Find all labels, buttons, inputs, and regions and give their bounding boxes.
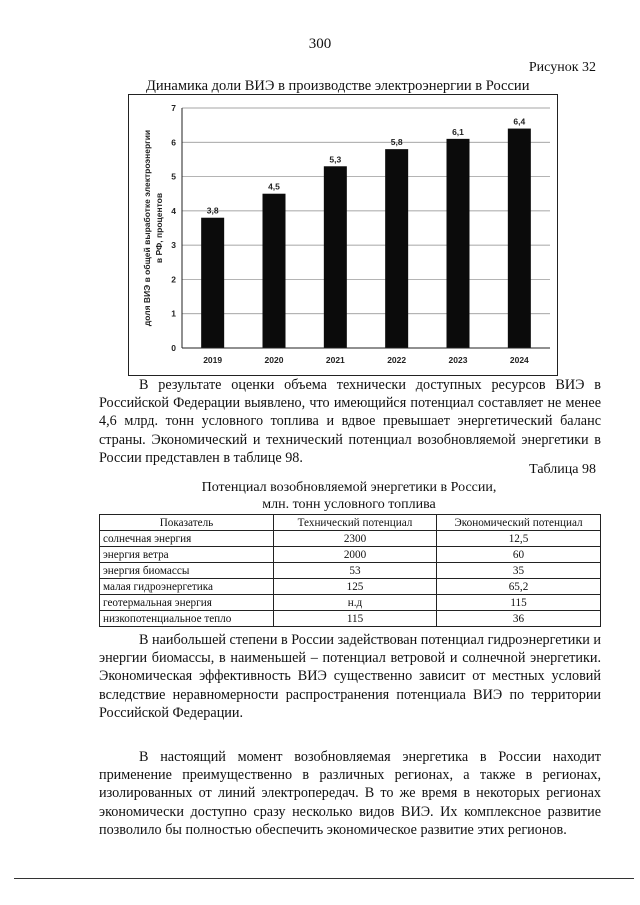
table-cell: 35 (437, 563, 601, 579)
table-label: Таблица 98 (529, 462, 596, 477)
bar-2021 (324, 166, 347, 348)
table-cell: солнечная энергия (100, 531, 274, 547)
x-tick-label: 2024 (509, 355, 529, 365)
table-cell: геотермальная энергия (100, 595, 274, 611)
x-tick-label: 2019 (203, 355, 223, 365)
table-cell: 36 (437, 611, 601, 627)
table-cell: 2300 (274, 531, 437, 547)
table-cell: 125 (274, 579, 437, 595)
y-tick-label: 0 (171, 343, 176, 353)
y-axis-label-line2: в РФ, процентов (154, 192, 164, 264)
table-row (100, 563, 601, 579)
table-row (100, 611, 601, 627)
x-tick-label: 2023 (448, 355, 468, 365)
table-cell: н.д (274, 595, 437, 611)
table-cell: 2000 (274, 547, 437, 563)
data-label: 5,3 (329, 154, 342, 165)
paragraph-resources: В результате оценки объема технически доступных ресурсов ВИЭ в Российской Федерации выявлено, что имеющийся потенциал составляет не менее 4,6 млрд. тонн условного топлива и вдвое превышает энергетический баланс страны. Экономический и технический потенциал возобновляемой энергетики в России представлен в таблице 98. (99, 377, 601, 466)
paragraph-application: В настоящий момент возобновляемая энергетика в России находит применение преимущественно в различных регионах, а также в регионах, изолированных от линий электропередач. В то же время в некоторых регионах экономически доступно сразу несколько видов ВИЭ. Их комплексное развитие позволило бы полностью обеспечить экономическое развитие этих регионов. (99, 749, 601, 838)
table-cell: 12,5 (437, 531, 601, 547)
page-number: 300 (308, 36, 332, 52)
table-header-economic: Экономический потенциал (437, 515, 601, 531)
table-header-row (100, 515, 601, 531)
y-tick-label: 1 (171, 308, 176, 319)
table-row (100, 547, 601, 563)
table-cell: малая гидроэнергетика (100, 579, 274, 595)
table-row (100, 595, 601, 611)
potential-table (99, 514, 601, 627)
table-header-indicator: Показатель (100, 515, 274, 531)
chart-title: Динамика доли ВИЭ в производстве электроэнергии в России (146, 78, 530, 94)
y-tick-label: 7 (171, 103, 176, 113)
bottom-divider (14, 878, 634, 879)
data-label: 3,8 (206, 205, 219, 216)
y-tick-label: 3 (171, 240, 176, 251)
bar-chart (128, 94, 558, 376)
bar-2024 (508, 129, 531, 348)
x-tick-label: 2022 (387, 355, 407, 365)
y-tick-label: 5 (171, 171, 176, 182)
table-cell: низкопотенциальное тепло (100, 611, 274, 627)
data-label: 4,5 (268, 181, 280, 192)
table-cell: 60 (437, 547, 601, 563)
table-cell: 115 (274, 611, 437, 627)
data-label: 5,8 (390, 137, 403, 148)
table-cell: 65,2 (437, 579, 601, 595)
bar-2023 (447, 139, 470, 348)
bar-2019 (201, 218, 224, 348)
x-tick-label: 2020 (264, 355, 284, 365)
data-label: 6,4 (513, 116, 526, 127)
data-label: 6,1 (452, 126, 464, 137)
paragraph-utilization: В наибольшей степени в России задействован потенциал гидроэнергетики и энергии биомассы, в наименьшей – потенциал ветровой и солнечной энергетики. Экономическая эффективность ВИЭ существенно зависит от местных условий вследствие неравномерности распространения потенциала ВИЭ по территории Российской Федерации. (99, 632, 601, 721)
y-tick-label: 2 (171, 274, 176, 285)
table-row (100, 579, 601, 595)
table-cell: 115 (437, 595, 601, 611)
bar-2020 (263, 194, 286, 348)
table-title-line1: Потенциал возобновляемой энергетики в России, (201, 480, 497, 495)
table-title-line2: млн. тонн условного топлива (262, 497, 436, 512)
table-cell: энергия ветра (100, 547, 274, 563)
x-tick-label: 2021 (325, 355, 345, 365)
y-axis-label-line1: доля ВИЭ в общей выработке электроэнергии (142, 129, 152, 327)
y-tick-label: 6 (171, 137, 176, 148)
table-title (99, 479, 599, 513)
figure-label: Рисунок 32 (528, 60, 596, 75)
table-cell: энергия биомассы (100, 563, 274, 579)
table-header-technical: Технический потенциал (274, 515, 437, 531)
table-cell: 53 (274, 563, 437, 579)
y-tick-label: 4 (171, 205, 176, 216)
table-row (100, 531, 601, 547)
bar-2022 (385, 149, 408, 348)
